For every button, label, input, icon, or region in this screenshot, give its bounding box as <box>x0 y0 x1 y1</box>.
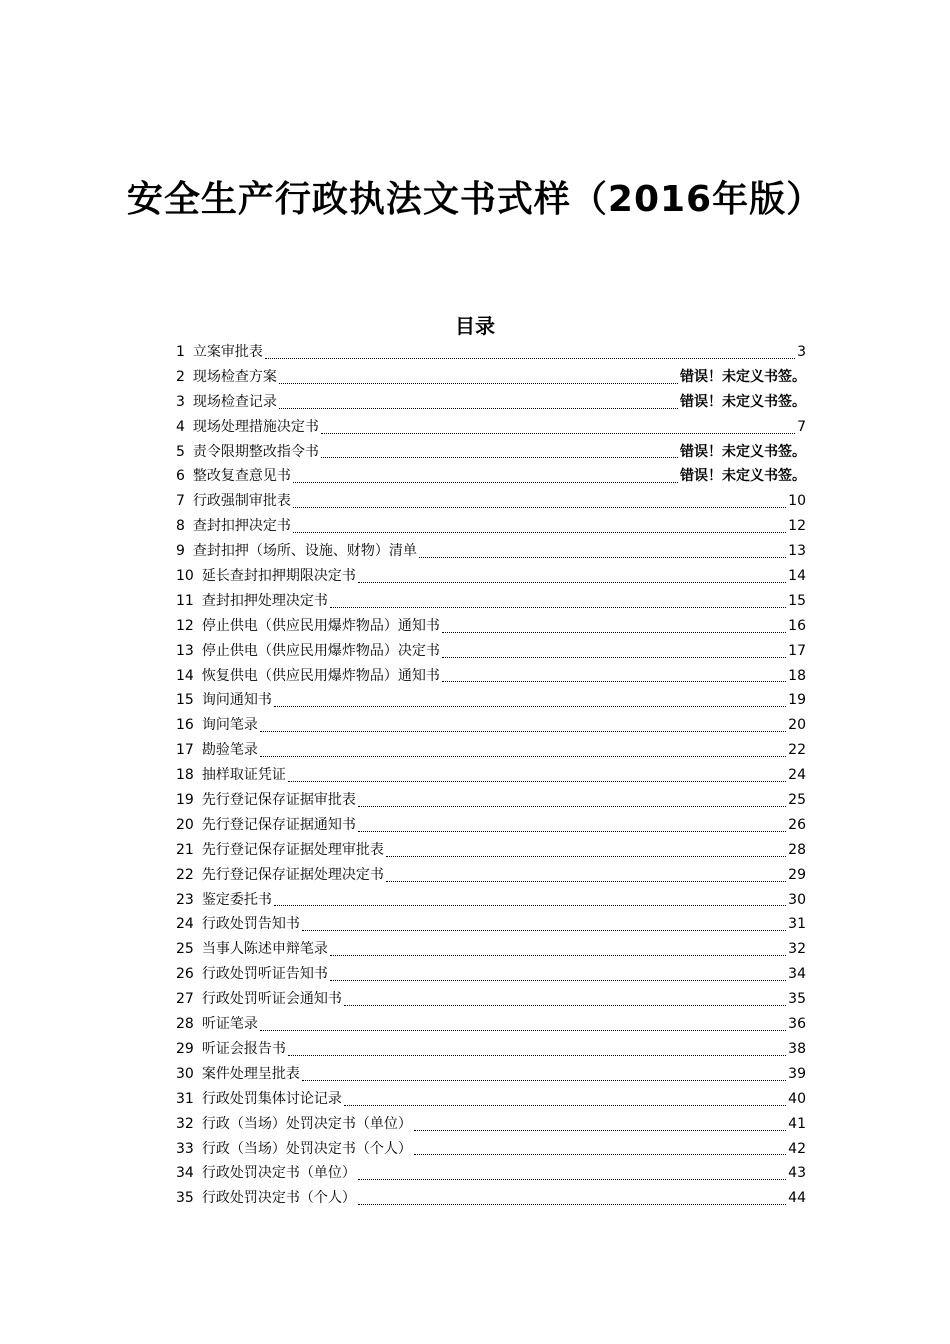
toc-dot-leader <box>302 1079 786 1081</box>
toc-entry-label[interactable]: 行政处罚听证会通知书 <box>201 991 342 1008</box>
toc-entry[interactable] <box>176 365 806 390</box>
toc-dot-leader <box>419 556 786 558</box>
toc-entry-label[interactable]: 行政强制审批表 <box>192 493 291 510</box>
toc-entry-number: 8 <box>176 518 185 535</box>
toc-entry-page-number: 31 <box>788 916 806 933</box>
toc-entry-page-number: 10 <box>788 493 806 510</box>
toc-entry[interactable] <box>176 1186 806 1211</box>
toc-dot-leader <box>330 606 786 608</box>
toc-entry-page-number: 42 <box>788 1140 806 1157</box>
toc-entry-page-number: 3 <box>797 344 806 360</box>
toc-entry-number: 28 <box>176 1016 194 1033</box>
toc-entry[interactable] <box>176 738 806 763</box>
toc-entry-number: 22 <box>176 866 194 883</box>
toc-entry-page-number: 34 <box>788 966 806 983</box>
toc-entry-label[interactable]: 当事人陈述申辩笔录 <box>201 941 328 958</box>
toc-entry-page-number: 38 <box>788 1040 806 1057</box>
toc-entry-number: 31 <box>176 1090 194 1107</box>
toc-entry-number: 4 <box>176 418 185 435</box>
toc-entry-number: 14 <box>176 667 194 684</box>
toc-dot-leader <box>293 531 786 533</box>
toc-entry[interactable] <box>176 813 806 838</box>
toc-entry-label[interactable]: 听证笔录 <box>201 1016 258 1033</box>
toc-dot-leader <box>344 1104 786 1106</box>
toc-entry[interactable] <box>176 1087 806 1112</box>
toc-heading: 目录 <box>455 314 495 338</box>
toc-entry[interactable] <box>176 962 806 987</box>
toc-entry[interactable] <box>176 614 806 639</box>
toc-entry-label[interactable]: 抽样取证凭证 <box>201 767 286 784</box>
toc-dot-leader <box>358 830 786 832</box>
toc-entry-label[interactable]: 现场检查记录 <box>192 393 277 410</box>
toc-entry-page-number: 35 <box>788 991 806 1008</box>
toc-entry[interactable] <box>176 464 806 489</box>
toc-entry-number: 16 <box>176 717 194 734</box>
toc-entry-page-number: 36 <box>788 1016 806 1033</box>
toc-entry-label[interactable]: 行政处罚决定书（单位） <box>201 1165 356 1182</box>
toc-entry-label[interactable]: 整改复查意见书 <box>192 468 291 485</box>
document-title: 安全生产行政执法文书式样（2016年版） <box>126 179 824 220</box>
toc-entry-label[interactable]: 先行登记保存证据处理决定书 <box>201 866 384 883</box>
toc-entry-label[interactable]: 询问通知书 <box>201 692 272 709</box>
toc-entry-page-number: 32 <box>788 941 806 958</box>
toc-entry-label[interactable]: 行政（当场）处罚决定书（单位） <box>201 1115 412 1132</box>
toc-entry-number: 15 <box>176 692 194 709</box>
toc-entry-page-number: 12 <box>788 518 806 535</box>
toc-dot-leader <box>288 1054 786 1056</box>
toc-entry-number: 1 <box>176 344 185 360</box>
toc-entry-bookmark-error: 错误！未定义书签。 <box>680 393 806 410</box>
table-of-contents <box>176 340 806 1211</box>
toc-entry-number: 27 <box>176 991 194 1008</box>
toc-entry[interactable] <box>176 838 806 863</box>
toc-entry[interactable] <box>176 440 806 465</box>
toc-entry-label[interactable]: 查封扣押决定书 <box>192 518 291 535</box>
toc-dot-leader <box>330 979 786 981</box>
toc-entry-number: 7 <box>176 493 185 510</box>
toc-entry[interactable] <box>176 888 806 913</box>
toc-entry-label[interactable]: 立案审批表 <box>192 344 263 360</box>
toc-entry-number: 30 <box>176 1065 194 1082</box>
toc-entry[interactable] <box>176 788 806 813</box>
toc-entry-page-number: 22 <box>788 742 806 759</box>
toc-entry[interactable] <box>176 539 806 564</box>
toc-entry-label[interactable]: 查封扣押处理决定书 <box>201 592 328 609</box>
toc-dot-leader <box>279 382 678 384</box>
toc-entry-label[interactable]: 先行登记保存证据通知书 <box>201 816 356 833</box>
toc-entry-page-number: 43 <box>788 1165 806 1182</box>
toc-entry[interactable] <box>176 1012 806 1037</box>
toc-dot-leader <box>358 1203 786 1205</box>
toc-dot-leader <box>358 805 786 807</box>
toc-entry-label[interactable]: 行政处罚听证告知书 <box>201 966 328 983</box>
toc-entry[interactable] <box>176 863 806 888</box>
toc-dot-leader <box>288 780 786 782</box>
toc-entry[interactable] <box>176 664 806 689</box>
toc-entry-page-number: 39 <box>788 1065 806 1082</box>
toc-dot-leader <box>386 855 786 857</box>
toc-entry-page-number: 16 <box>788 617 806 634</box>
toc-entry-bookmark-error: 错误！未定义书签。 <box>680 443 806 460</box>
toc-entry-page-number: 17 <box>788 642 806 659</box>
toc-dot-leader <box>330 954 786 956</box>
toc-entry-number: 23 <box>176 891 194 908</box>
toc-entry-number: 6 <box>176 468 185 485</box>
toc-entry[interactable] <box>176 489 806 514</box>
toc-entry-label[interactable]: 听证会报告书 <box>201 1040 286 1057</box>
toc-entry-label[interactable]: 责令限期整改指令书 <box>192 443 319 460</box>
toc-entry-label[interactable]: 勘验笔录 <box>201 742 258 759</box>
toc-entry-number: 12 <box>176 617 194 634</box>
toc-entry-label[interactable]: 行政（当场）处罚决定书（个人） <box>201 1140 412 1157</box>
toc-dot-leader <box>293 481 678 483</box>
toc-entry[interactable] <box>176 1161 806 1186</box>
toc-entry-page-number: 41 <box>788 1115 806 1132</box>
toc-entry-label[interactable]: 现场检查方案 <box>192 368 277 385</box>
toc-entry-label[interactable]: 查封扣押（场所、设施、财物）清单 <box>192 543 417 560</box>
toc-entry-page-number: 20 <box>788 717 806 734</box>
toc-entry-number: 11 <box>176 592 194 609</box>
toc-dot-leader <box>265 357 795 359</box>
toc-entry[interactable] <box>176 639 806 664</box>
toc-entry[interactable] <box>176 763 806 788</box>
toc-entry-label[interactable]: 询问笔录 <box>201 717 258 734</box>
toc-dot-leader <box>293 506 786 508</box>
toc-entry-label[interactable]: 先行登记保存证据处理审批表 <box>201 841 384 858</box>
toc-entry[interactable] <box>176 564 806 589</box>
toc-dot-leader <box>274 705 786 707</box>
toc-entry[interactable] <box>176 415 806 440</box>
toc-entry-bookmark-error: 错误！未定义书签。 <box>680 368 806 385</box>
toc-entry-page-number: 30 <box>788 891 806 908</box>
toc-entry[interactable] <box>176 1062 806 1087</box>
toc-entry-number: 9 <box>176 543 185 560</box>
toc-entry-label[interactable]: 停止供电（供应民用爆炸物品）通知书 <box>201 617 440 634</box>
toc-entry-page-number: 14 <box>788 568 806 585</box>
toc-entry-label[interactable]: 行政处罚集体讨论记录 <box>201 1090 342 1107</box>
toc-entry-label[interactable]: 现场处理措施决定书 <box>192 418 319 435</box>
toc-entry-label[interactable]: 行政处罚决定书（个人） <box>201 1190 356 1207</box>
toc-entry-page-number: 44 <box>788 1190 806 1207</box>
toc-entry-page-number: 19 <box>788 692 806 709</box>
toc-entry-number: 26 <box>176 966 194 983</box>
toc-dot-leader <box>414 1153 786 1155</box>
toc-dot-leader <box>442 631 786 633</box>
toc-entry[interactable] <box>176 937 806 962</box>
toc-entry-number: 34 <box>176 1165 194 1182</box>
toc-entry[interactable] <box>176 1037 806 1062</box>
toc-entry-number: 3 <box>176 393 185 410</box>
toc-dot-leader <box>260 755 786 757</box>
toc-dot-leader <box>442 680 786 682</box>
toc-entry-page-number: 25 <box>788 792 806 809</box>
toc-dot-leader <box>358 1178 786 1180</box>
toc-entry-label[interactable]: 恢复供电（供应民用爆炸物品）通知书 <box>201 667 440 684</box>
toc-entry[interactable] <box>176 688 806 713</box>
toc-entry-label[interactable]: 停止供电（供应民用爆炸物品）决定书 <box>201 642 440 659</box>
toc-entry-page-number: 24 <box>788 767 806 784</box>
toc-entry-page-number: 18 <box>788 667 806 684</box>
toc-dot-leader <box>274 904 786 906</box>
toc-dot-leader <box>442 656 786 658</box>
toc-entry-number: 13 <box>176 642 194 659</box>
toc-dot-leader <box>260 1029 786 1031</box>
toc-entry[interactable] <box>176 390 806 415</box>
toc-entry-label[interactable]: 案件处理呈批表 <box>201 1065 300 1082</box>
toc-entry-number: 10 <box>176 568 194 585</box>
toc-entry[interactable] <box>176 1137 806 1162</box>
toc-entry[interactable] <box>176 340 806 365</box>
toc-entry-bookmark-error: 错误！未定义书签。 <box>680 468 806 485</box>
toc-entry-page-number: 28 <box>788 841 806 858</box>
toc-entry-label[interactable]: 行政处罚告知书 <box>201 916 300 933</box>
toc-entry-number: 24 <box>176 916 194 933</box>
toc-entry-page-number: 15 <box>788 592 806 609</box>
toc-entry-page-number: 7 <box>797 418 806 435</box>
toc-entry[interactable] <box>176 514 806 539</box>
toc-dot-leader <box>414 1129 786 1131</box>
toc-entry-number: 29 <box>176 1040 194 1057</box>
toc-entry[interactable] <box>176 589 806 614</box>
toc-dot-leader <box>321 432 795 434</box>
toc-dot-leader <box>358 581 786 583</box>
toc-entry-label[interactable]: 先行登记保存证据审批表 <box>201 792 356 809</box>
toc-dot-leader <box>260 730 786 732</box>
toc-entry-number: 2 <box>176 368 185 385</box>
toc-entry[interactable] <box>176 987 806 1012</box>
toc-entry-number: 20 <box>176 816 194 833</box>
toc-entry-number: 19 <box>176 792 194 809</box>
toc-dot-leader <box>302 929 786 931</box>
toc-dot-leader <box>279 407 678 409</box>
toc-entry-page-number: 13 <box>788 543 806 560</box>
toc-entry-number: 18 <box>176 767 194 784</box>
toc-entry-number: 32 <box>176 1115 194 1132</box>
toc-dot-leader <box>344 1004 786 1006</box>
toc-entry-number: 17 <box>176 742 194 759</box>
toc-entry-label[interactable]: 鉴定委托书 <box>201 891 272 908</box>
toc-dot-leader <box>386 880 786 882</box>
toc-entry[interactable] <box>176 1112 806 1137</box>
toc-entry-number: 5 <box>176 443 185 460</box>
toc-entry[interactable] <box>176 713 806 738</box>
toc-dot-leader <box>321 456 678 458</box>
toc-entry-page-number: 26 <box>788 816 806 833</box>
toc-entry-page-number: 40 <box>788 1090 806 1107</box>
toc-entry-page-number: 29 <box>788 866 806 883</box>
toc-entry-number: 33 <box>176 1140 194 1157</box>
toc-entry[interactable] <box>176 912 806 937</box>
toc-entry-number: 25 <box>176 941 194 958</box>
toc-entry-number: 35 <box>176 1190 194 1207</box>
toc-entry-number: 21 <box>176 841 194 858</box>
toc-entry-label[interactable]: 延长查封扣押期限决定书 <box>201 568 356 585</box>
